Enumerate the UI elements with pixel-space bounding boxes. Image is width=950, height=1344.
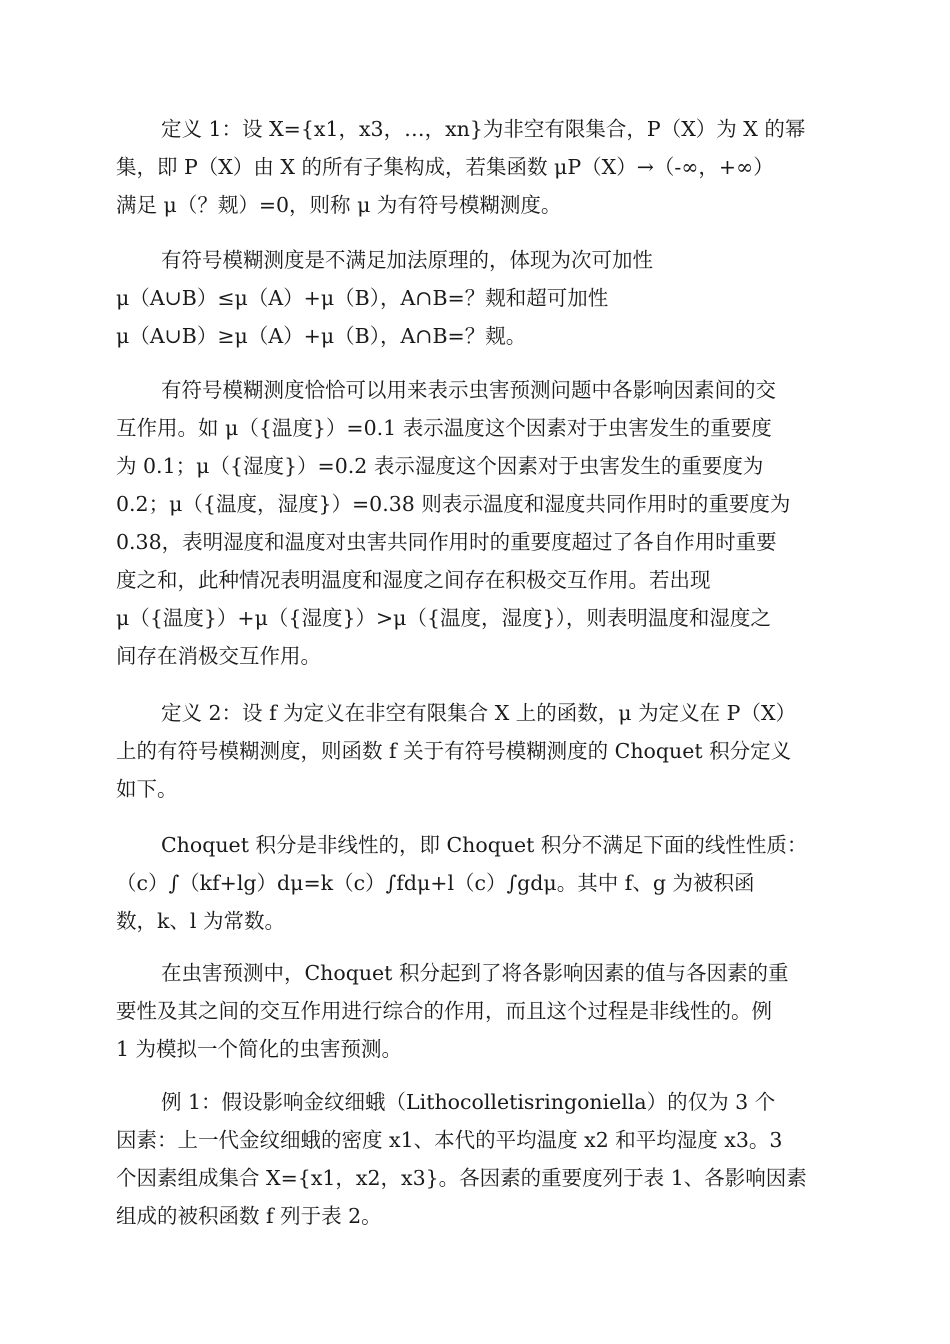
text-line: 例 1：假设影响金纹细蛾（Lithocolletisringoniella）的仅为 3 个: [161, 1090, 776, 1114]
text-line: 间存在消极交互作用。: [116, 644, 321, 668]
text-line: 数，k、l 为常数。: [116, 909, 285, 933]
paragraph-definition-2: [116, 694, 836, 808]
text-line: 互作用。如 μ（{温度}）=0.1 表示温度这个因素对于虫害发生的重要度: [116, 416, 772, 440]
text-line: Choquet 积分是非线性的，即 Choquet 积分不满足下面的线性性质：: [161, 833, 808, 857]
text-line: 组成的被积函数 f 列于表 2。: [116, 1204, 382, 1228]
text-line: 定义 2：设 f 为定义在非空有限集合 X 上的函数，μ 为定义在 P（X）: [161, 701, 797, 725]
text-line: 集，即 P（X）由 X 的所有子集构成，若集函数 μP（X）→（-∞，+∞）: [116, 155, 774, 179]
text-line: 如下。: [116, 777, 178, 801]
text-line: 在虫害预测中，Choquet 积分起到了将各影响因素的值与各因素的重: [161, 961, 789, 985]
text-line: 0.38，表明湿度和温度对虫害共同作用时的重要度超过了各自作用时重要: [116, 530, 777, 554]
paragraph-choquet-nonlinear: [116, 826, 836, 940]
paragraph-pest-prediction: [116, 954, 836, 1068]
text-line: 个因素组成集合 X={x1，x2，x3}。各因素的重要度列于表 1、各影响因素: [116, 1166, 807, 1190]
text-line: 满足 μ（？觌）=0，则称 μ 为有符号模糊测度。: [116, 193, 562, 217]
text-line: 度之和，此种情况表明温度和湿度之间存在积极交互作用。若出现: [116, 568, 711, 592]
formula-line: μ（A∪B）≤μ（A）+μ（B），A∩B=？觌和超可加性: [116, 286, 609, 310]
formula-line: μ（A∪B）≥μ（A）+μ（B），A∩B=？觌。: [116, 324, 527, 348]
text-line: 因素：上一代金纹细蛾的密度 x1、本代的平均温度 x2 和平均湿度 x3。3: [116, 1128, 783, 1152]
text-line: 1 为模拟一个简化的虫害预测。: [116, 1037, 403, 1061]
paragraph-example-1: [116, 1083, 836, 1235]
paragraph-interaction: [116, 371, 836, 675]
paragraph-definition-1: [116, 110, 836, 224]
text-line: 有符号模糊测度恰恰可以用来表示虫害预测问题中各影响因素间的交: [161, 378, 776, 402]
text-line: 要性及其之间的交互作用进行综合的作用，而且这个过程是非线性的。例: [116, 999, 772, 1023]
text-line: 上的有符号模糊测度，则函数 f 关于有符号模糊测度的 Choquet 积分定义: [116, 739, 792, 763]
text-line: 有符号模糊测度是不满足加法原理的，体现为次可加性: [161, 248, 653, 272]
paragraph-additivity: [116, 241, 836, 355]
text-line: μ（{温度}）+μ（{湿度}）>μ（{温度，湿度}），则表明温度和湿度之: [116, 606, 771, 630]
formula-line: （c）∫（kf+lg）dμ=k（c）∫fdμ+l（c）∫gdμ。其中 f、g 为被积函: [116, 871, 755, 895]
text-line: 0.2；μ（{温度，湿度}）=0.38 则表示温度和湿度共同作用时的重要度为: [116, 492, 791, 516]
text-line: 定义 1：设 X={x1，x3，…，xn}为非空有限集合，P（X）为 X 的幂: [161, 117, 806, 141]
text-line: 为 0.1；μ（{湿度}）=0.2 表示湿度这个因素对于虫害发生的重要度为: [116, 454, 764, 478]
